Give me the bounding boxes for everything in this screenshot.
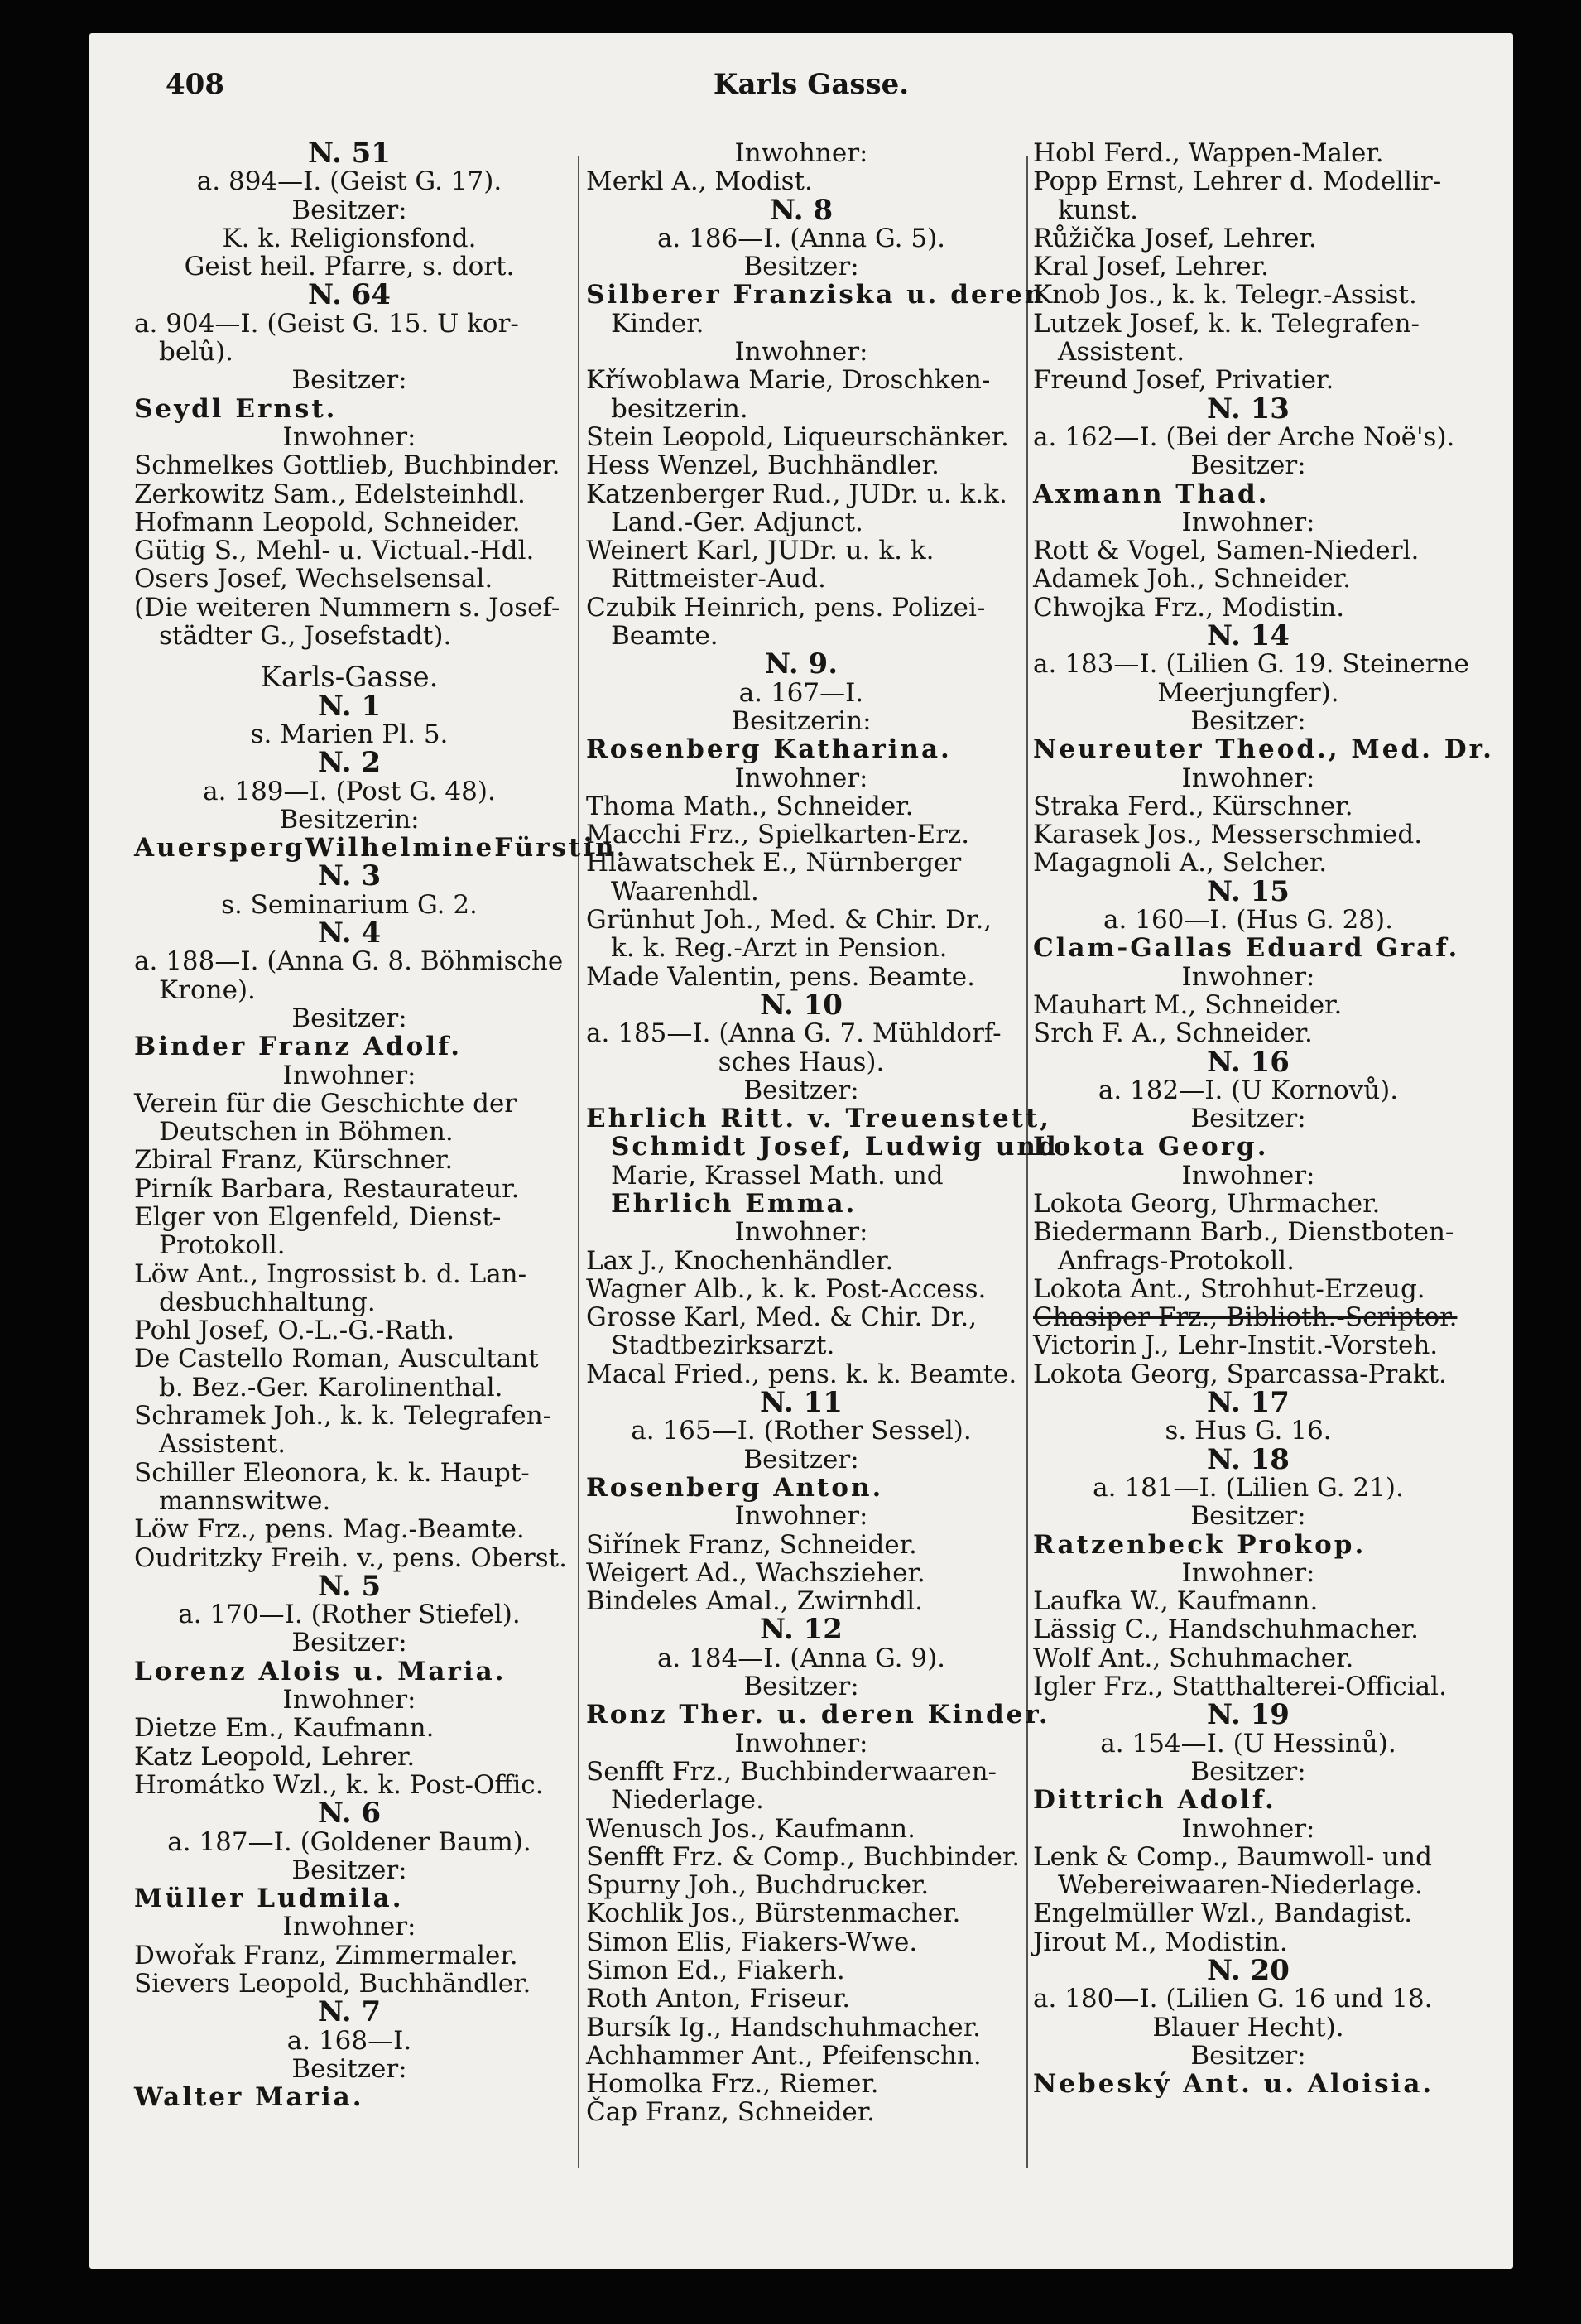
directory-line: Macchi Frz., Spielkarten-Erz. (586, 820, 970, 850)
house-number: N. 20 (1207, 1954, 1290, 1987)
directory-line: Pirník Barbara, Restaurateur. (134, 1173, 520, 1204)
directory-line: Osers Josef, Wechselsensal. (134, 564, 493, 594)
directory-line: a. 187—I. (Goldener Baum). (167, 1826, 531, 1857)
directory-line: Besitzerin: (279, 804, 420, 835)
directory-line: Besitzer: (291, 365, 407, 396)
house-number: N. 10 (760, 988, 843, 1022)
directory-line: Besitzer: (291, 1003, 407, 1033)
directory-line: a. 160—I. (Hus G. 28). (1103, 905, 1393, 936)
directory-line: Lenk & Comp., Baumwoll- und (1033, 1841, 1432, 1872)
directory-line: Czubik Heinrich, pens. Polizei- (586, 592, 986, 623)
directory-line: Homolka Frz., Riemer. (586, 2069, 879, 2100)
directory-line: Neureuter Theod., Med. Dr. (1033, 734, 1494, 765)
directory-line: Pohl Josef, O.-L.-G.-Rath. (134, 1316, 455, 1346)
directory-line: Inwohner: (1181, 507, 1315, 537)
directory-line: Blauer Hecht). (1152, 2012, 1344, 2043)
directory-line: Senfft Frz., Buchbinderwaaren- (586, 1756, 997, 1787)
directory-line: Schiller Eleonora, k. k. Haupt- (134, 1457, 530, 1488)
directory-line: a. 170—I. (Rother Stiefel). (178, 1600, 521, 1630)
directory-line: AuerspergWilhelmineFürstin. (134, 833, 628, 864)
directory-line: Besitzer: (291, 1628, 407, 1658)
directory-line: Lässig C., Handschuhmacher. (1033, 1614, 1419, 1645)
directory-line: De Castello Roman, Auscultant (134, 1344, 539, 1374)
house-number: N. 3 (317, 859, 382, 893)
directory-line: Inwohner: (1181, 1557, 1315, 1588)
directory-line: a. 181—I. (Lilien G. 21). (1093, 1472, 1404, 1503)
directory-line: Kříwoblawa Marie, Droschken- (586, 365, 991, 396)
directory-line: K. k. Religionsfond. (222, 223, 477, 253)
directory-line: Weigert Ad., Wachszieher. (586, 1557, 925, 1588)
directory-line: Sievers Leopold, Buchhändler. (134, 1969, 531, 1999)
directory-line: Ehrlich Ritt. v. Treuenstett, (586, 1104, 1052, 1134)
directory-line: a. 904—I. (Geist G. 15. U kor- (134, 308, 519, 339)
directory-line: Inwohner: (282, 1685, 416, 1715)
directory-line: Besitzer: (743, 1672, 859, 1702)
directory-line: Kochlik Jos., Bürstenmacher. (586, 1898, 961, 1929)
directory-line: Besitzer: (1190, 1501, 1306, 1532)
directory-line: (Die weiteren Nummern s. Josef- (134, 592, 560, 623)
directory-line: Freund Josef, Privatier. (1033, 365, 1334, 396)
directory-line: a. 162—I. (Bei der Arche Noë's). (1033, 421, 1455, 452)
directory-line: Čap Franz, Schneider. (586, 2097, 875, 2128)
directory-line: Axmann Thad. (1033, 479, 1270, 509)
directory-line: Elger von Elgenfeld, Dienst- (134, 1201, 502, 1232)
directory-line: sches Haus). (718, 1047, 885, 1077)
directory-line: Lutzek Josef, k. k. Telegrafen- (1033, 308, 1420, 339)
directory-line: Geist heil. Pfarre, s. dort. (184, 252, 515, 282)
directory-line: Lokota Georg. (1033, 1132, 1269, 1162)
directory-line: Seydl Ernst. (134, 393, 338, 424)
directory-line: Jirout M., Modistin. (1033, 1927, 1288, 1957)
directory-line: a. 183—I. (Lilien G. 19. Steinerne (1033, 649, 1469, 680)
directory-line: Müller Ludmila. (134, 1884, 404, 1914)
directory-line: Magagnoli A., Selcher. (1033, 848, 1328, 878)
directory-line: a. 186—I. (Anna G. 5). (656, 223, 946, 253)
directory-line: Simon Elis, Fiakers-Wwe. (586, 1927, 918, 1957)
directory-line: Protokoll. (159, 1230, 286, 1261)
directory-line: Popp Ernst, Lehrer d. Modellir- (1033, 166, 1442, 197)
directory-line: Růžička Josef, Lehrer. (1033, 223, 1317, 253)
directory-line: Inwohner: (734, 763, 868, 793)
directory-line: s. Seminarium G. 2. (221, 889, 478, 920)
directory-line: Inwohner: (734, 1501, 868, 1532)
directory-line: Schmidt Josef, Ludwig und (611, 1132, 1059, 1162)
directory-line: Assistent. (1058, 337, 1185, 368)
running-head: Karls Gasse. (713, 68, 910, 101)
directory-line: Senfft Frz. & Comp., Buchbinder. (586, 1841, 1021, 1872)
house-number: N. 16 (1207, 1045, 1290, 1079)
directory-line: Krone). (159, 974, 256, 1005)
directory-line: Inwohner: (282, 421, 416, 452)
column-3 (1033, 138, 1494, 2100)
directory-line: Laufka W., Kaufmann. (1033, 1586, 1319, 1617)
house-number: N. 15 (1207, 874, 1290, 908)
directory-line: s. Hus G. 16. (1165, 1416, 1332, 1446)
directory-line: b. Bez.-Ger. Karolinenthal. (159, 1372, 503, 1403)
directory-line: Hess Wenzel, Buchhändler. (586, 450, 939, 481)
directory-line: Löw Frz., pens. Mag.-Beamte. (134, 1514, 525, 1545)
directory-line: Grosse Karl, Med. & Chir. Dr., (586, 1302, 978, 1333)
page-number: 408 (166, 68, 224, 101)
directory-line: Schmelkes Gottlieb, Buchbinder. (134, 450, 560, 481)
directory-line: Simon Ed., Fiakerh. (586, 1956, 845, 1985)
directory-line: kunst. (1058, 195, 1138, 225)
directory-line: Roth Anton, Friseur. (586, 1984, 851, 2014)
house-number: N. 12 (760, 1613, 843, 1647)
house-number: N. 2 (317, 746, 382, 780)
directory-line: Inwohner: (1181, 1813, 1315, 1844)
directory-line: Besitzer: (291, 1855, 407, 1885)
directory-line: Inwohner: (282, 1912, 416, 1942)
directory-line: a. 185—I. (Anna G. 7. Mühldorf- (586, 1018, 1002, 1049)
house-number: N. 8 (769, 193, 834, 227)
directory-line: a. 184—I. (Anna G. 9). (656, 1643, 946, 1673)
directory-line: Clam-Gallas Eduard Graf. (1033, 933, 1460, 964)
house-number: N. 9. (764, 647, 839, 681)
directory-line: a. 894—I. (Geist G. 17). (196, 166, 502, 197)
directory-line: Bursík Ig., Handschuhmacher. (586, 2012, 981, 2043)
directory-line: Chasiper Frz., Biblioth.-Scriptor. (1033, 1302, 1458, 1333)
house-number: N. 13 (1207, 392, 1290, 426)
directory-line: Rosenberg Anton. (586, 1472, 884, 1503)
directory-line: Gütig S., Mehl- u. Victual.-Hdl. (134, 536, 535, 566)
directory-line: Anfrags-Protokoll. (1058, 1245, 1295, 1276)
house-number: N. 14 (1207, 619, 1290, 653)
house-number: N. 51 (308, 137, 391, 170)
directory-line: Hofmann Leopold, Schneider. (134, 507, 521, 537)
directory-line: Ratzenbeck Prokop. (1033, 1529, 1367, 1560)
directory-line: Wenusch Jos., Kaufmann. (586, 1813, 916, 1844)
directory-line: a. 189—I. (Post G. 48). (203, 776, 496, 806)
directory-line: a. 182—I. (U Kornovů). (1098, 1075, 1399, 1105)
directory-line: besitzerin. (611, 393, 748, 424)
house-number: N. 7 (317, 1995, 382, 2029)
directory-line: Inwohner: (1181, 1160, 1315, 1191)
directory-line: Inwohner: (282, 1060, 416, 1090)
directory-line: Deutschen in Böhmen. (159, 1117, 454, 1148)
directory-line: Webereiwaaren-Niederlage. (1058, 1870, 1423, 1901)
directory-line: Made Valentin, pens. Beamte. (586, 961, 975, 992)
directory-line: Inwohner: (734, 138, 868, 168)
directory-line: Knob Jos., k. k. Telegr.-Assist. (1033, 280, 1417, 310)
directory-line: s. Marien Pl. 5. (250, 719, 449, 749)
directory-line: Beamte. (611, 621, 718, 652)
directory-line: Besitzer: (1190, 450, 1306, 481)
directory-line: Rott & Vogel, Samen-Niederl. (1033, 536, 1420, 566)
directory-line: Rosenberg Katharina. (586, 734, 952, 765)
directory-line: a. 165—I. (Rother Sessel). (631, 1416, 972, 1446)
directory-line: Verein für die Geschichte der (134, 1088, 517, 1119)
directory-line: Katzenberger Rud., JUDr. u. k.k. (586, 479, 1007, 509)
directory-line: Besitzer: (1190, 1104, 1306, 1134)
directory-line: Marie, Krassel Math. und (611, 1160, 944, 1191)
directory-line: Biedermann Barb., Dienstboten- (1033, 1217, 1454, 1248)
column-1 (134, 137, 628, 2113)
directory-line: mannswitwe. (159, 1485, 331, 1516)
directory-line: Ronz Ther. u. deren Kinder. (586, 1700, 1050, 1730)
directory-line: Thoma Math., Schneider. (586, 791, 914, 821)
directory-line: Siřínek Franz, Schneider. (586, 1529, 917, 1560)
directory-line: k. k. Reg.-Arzt in Pension. (611, 933, 948, 964)
directory-line: Ehrlich Emma. (611, 1188, 858, 1219)
street-heading: Karls-Gasse. (260, 661, 439, 695)
directory-line: Land.-Ger. Adjunct. (611, 507, 863, 537)
directory-line: a. 188—I. (Anna G. 8. Böhmische (134, 946, 564, 977)
directory-line: desbuchhaltung. (159, 1287, 376, 1317)
directory-line: a. 154—I. (U Hessinů). (1100, 1728, 1396, 1759)
directory-line: Lokota Georg, Sparcassa-Prakt. (1033, 1359, 1447, 1389)
directory-line: Löw Ant., Ingrossist b. d. Lan- (134, 1258, 527, 1289)
directory-line: Bindeles Amal., Zwirnhdl. (586, 1586, 923, 1617)
house-number: N. 11 (760, 1386, 843, 1420)
directory-line: Straka Ferd., Kürschner. (1033, 791, 1353, 821)
directory-line: Waarenhdl. (611, 876, 759, 907)
house-number: N. 1 (317, 689, 382, 723)
directory-line: städter G., Josefstadt). (159, 621, 452, 652)
page (89, 33, 1513, 2269)
directory-line: Besitzer: (291, 2053, 407, 2084)
directory-line: Oudritzky Freih. v., pens. Oberst. (134, 1542, 567, 1573)
directory-line: Merkl A., Modist. (586, 166, 813, 197)
directory-line: Chwojka Frz., Modistin. (1033, 592, 1345, 623)
directory-line: Inwohner: (734, 1217, 868, 1248)
directory-line: Walter Maria. (134, 2082, 364, 2113)
directory-line: Hlawatschek E., Nürnberger (586, 848, 962, 878)
directory-line: Rittmeister-Aud. (611, 564, 826, 594)
directory-line: Besitzer: (1190, 1756, 1306, 1787)
column-divider-2 (1026, 156, 1028, 2168)
directory-line: Inwohner: (1181, 763, 1315, 793)
directory-line: Hromátko Wzl., k. k. Post-Offic. (134, 1769, 544, 1800)
house-number: N. 64 (308, 278, 391, 312)
house-number: N. 6 (317, 1797, 382, 1831)
directory-line: Katz Leopold, Lehrer. (134, 1741, 416, 1772)
directory-line: Zbiral Franz, Kürschner. (134, 1145, 454, 1176)
directory-line: Dietze Em., Kaufmann. (134, 1713, 435, 1744)
house-number: N. 18 (1207, 1442, 1290, 1476)
directory-line: a. 180—I. (Lilien G. 16 und 18. (1033, 1984, 1433, 2014)
directory-line: Besitzer: (743, 1075, 859, 1105)
directory-line: Macal Fried., pens. k. k. Beamte. (586, 1359, 1017, 1389)
directory-line: Besitzer: (1190, 705, 1306, 736)
directory-line: a. 167—I. (738, 677, 864, 708)
directory-line: belû). (159, 337, 234, 368)
directory-line: Mauhart M., Schneider. (1033, 989, 1343, 1020)
house-number: N. 4 (317, 917, 382, 950)
directory-line: Dwořak Franz, Zimmermaler. (134, 1940, 518, 1970)
directory-line: Besitzerin: (731, 705, 872, 736)
directory-line: Meerjungfer). (1157, 677, 1339, 708)
directory-line: Stein Leopold, Liqueurschänker. (586, 421, 1009, 452)
directory-line: Achhammer Ant., Pfeifenschn. (586, 2040, 982, 2071)
directory-line: Binder Franz Adolf. (134, 1032, 463, 1062)
directory-line: Besitzer: (1190, 2040, 1306, 2071)
directory-line: Adamek Joh., Schneider. (1033, 564, 1351, 594)
directory-line: Kinder. (611, 308, 704, 339)
directory-line: Lokota Georg, Uhrmacher. (1033, 1188, 1381, 1219)
house-number: N. 5 (317, 1569, 382, 1603)
directory-line: Silberer Franziska u. deren (586, 280, 1046, 310)
directory-line: Wolf Ant., Schuhmacher. (1033, 1643, 1354, 1673)
directory-line: a. 168—I. (286, 2025, 412, 2056)
directory-line: Victorin J., Lehr-Instit.-Vorsteh. (1033, 1330, 1439, 1361)
house-number: N. 17 (1207, 1386, 1290, 1420)
directory-line: Besitzer: (743, 1444, 859, 1475)
directory-line: Stadtbezirksarzt. (611, 1330, 835, 1361)
page-header (166, 68, 1457, 118)
directory-line: Inwohner: (734, 1728, 868, 1759)
house-number: N. 19 (1207, 1698, 1290, 1732)
directory-line: Engelmüller Wzl., Bandagist. (1033, 1898, 1413, 1929)
directory-line: Hobl Ferd., Wappen-Maler. (1033, 138, 1384, 168)
directory-line: Igler Frz., Statthalterei-Official. (1033, 1672, 1447, 1702)
directory-line: Dittrich Adolf. (1033, 1785, 1276, 1816)
column-2 (586, 138, 1059, 2128)
directory-line: Schramek Joh., k. k. Telegrafen- (134, 1401, 552, 1431)
directory-line: Inwohner: (734, 337, 868, 368)
directory-line: Spurny Joh., Buchdrucker. (586, 1870, 930, 1901)
directory-line: Nebeský Ant. u. Aloisia. (1033, 2069, 1434, 2100)
directory-line: Srch F. A., Schneider. (1033, 1018, 1313, 1049)
directory-line: Grünhut Joh., Med. & Chir. Dr., (586, 905, 992, 936)
directory-line: Niederlage. (611, 1785, 764, 1816)
directory-line: Weinert Karl, JUDr. u. k. k. (586, 536, 935, 566)
directory-line: Wagner Alb., k. k. Post-Access. (586, 1273, 987, 1304)
directory-line: Karasek Jos., Messerschmied. (1033, 820, 1423, 850)
directory-line: Besitzer: (291, 195, 407, 225)
directory-line: Lokota Ant., Strohhut-Erzeug. (1033, 1273, 1425, 1304)
directory-line: Lax J., Knochenhändler. (586, 1245, 894, 1276)
directory-line: Inwohner: (1181, 961, 1315, 992)
directory-line: Kral Josef, Lehrer. (1033, 252, 1269, 282)
directory-line: Lorenz Alois u. Maria. (134, 1656, 507, 1686)
column-divider-1 (578, 156, 579, 2168)
directory-line: Assistent. (159, 1429, 286, 1460)
directory-line: Besitzer: (743, 252, 859, 282)
directory-line: Zerkowitz Sam., Edelsteinhdl. (134, 479, 526, 509)
